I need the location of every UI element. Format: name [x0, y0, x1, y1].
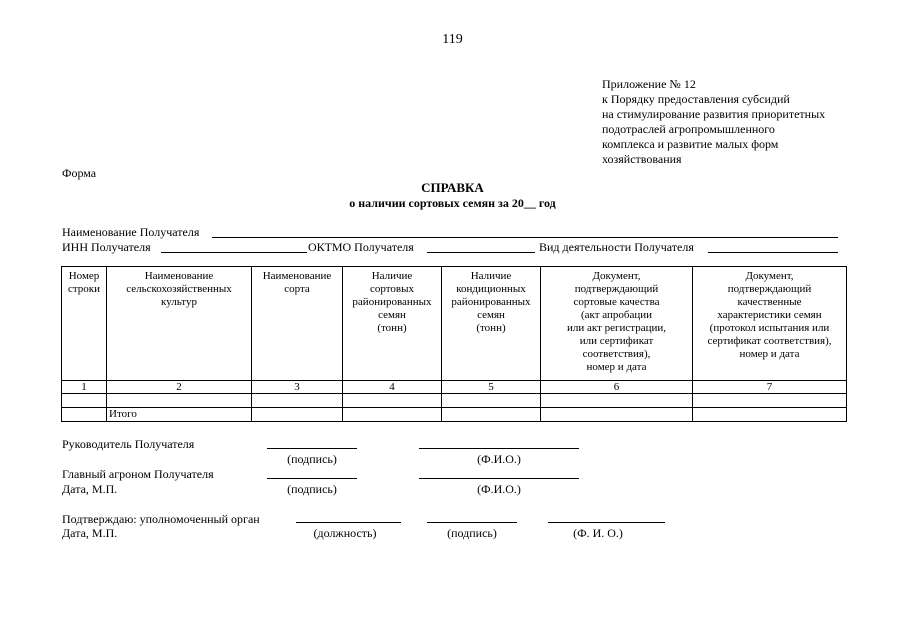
table-cell[interactable]: [693, 408, 847, 422]
header-cell: [343, 267, 442, 381]
date-mp-label: Дата, М.П.: [62, 526, 118, 540]
header-line: сортовые качества: [573, 296, 660, 308]
column-number-cell: 6: [541, 381, 693, 394]
header-line: сортовых: [370, 283, 414, 295]
header-line: сорта: [284, 283, 310, 295]
table-cell[interactable]: [541, 394, 693, 408]
authority-signature-field[interactable]: [427, 522, 517, 523]
column-number-cell: 5: [442, 381, 541, 394]
header-line: Документ,: [592, 270, 641, 282]
appendix-line: комплекса и развитие малых форм: [602, 137, 779, 151]
header-line: семян: [477, 309, 505, 321]
header-line: кондиционных: [456, 283, 526, 295]
header-line: культур: [161, 296, 197, 308]
header-line: или сертификат: [579, 335, 654, 347]
confirm-label: Подтверждаю: уполномоченный орган: [62, 512, 260, 526]
head-fio-field[interactable]: [419, 448, 579, 449]
recipient-name-label: Наименование Получателя: [62, 225, 200, 239]
table-cell[interactable]: [343, 394, 442, 408]
signature-caption: (подпись): [447, 526, 497, 540]
table-row: [62, 394, 847, 408]
table-cell[interactable]: [252, 408, 343, 422]
table-cell[interactable]: [343, 408, 442, 422]
header-line: районированных: [451, 296, 531, 308]
header-line: (тонн): [476, 322, 506, 334]
table-cell[interactable]: [693, 394, 847, 408]
position-field[interactable]: [296, 522, 401, 523]
document-title: СПРАВКА: [421, 180, 484, 195]
signature-caption: (подпись): [287, 482, 337, 496]
fio-caption: (Ф. И. О.): [573, 526, 623, 540]
column-number-cell: 1: [62, 381, 107, 394]
header-line: подтверждающий: [727, 283, 812, 295]
column-number-cell: 4: [343, 381, 442, 394]
table-cell[interactable]: [62, 408, 107, 422]
appendix-line: хозяйствования: [602, 152, 682, 166]
header-line: подтверждающий: [574, 283, 659, 295]
fio-caption: (Ф.И.О.): [477, 482, 521, 496]
table-cell[interactable]: [62, 394, 107, 408]
oktmo-field[interactable]: [427, 252, 535, 253]
header-cell: [442, 267, 541, 381]
page-number: 119: [442, 32, 463, 47]
header-cell: [107, 267, 252, 381]
column-number-cell: 7: [693, 381, 847, 394]
table-cell[interactable]: [442, 408, 541, 422]
inn-label: ИНН Получателя: [62, 240, 151, 254]
agronomist-signature-field[interactable]: [267, 478, 357, 479]
table-cell[interactable]: [541, 408, 693, 422]
oktmo-label: ОКТМО Получателя: [308, 240, 414, 254]
head-signature-field[interactable]: [267, 448, 357, 449]
column-number-cell: 2: [107, 381, 252, 394]
header-line: соответствия),: [582, 348, 651, 360]
activity-label: Вид деятельности Получателя: [539, 240, 694, 254]
header-cell: [541, 267, 693, 381]
head-label: Руководитель Получателя: [62, 437, 195, 451]
appendix-note: [602, 77, 825, 167]
agronomist-label: Главный агроном Получателя: [62, 467, 214, 481]
header-line: (тонн): [377, 322, 407, 334]
table-cell[interactable]: [252, 394, 343, 408]
header-line: номер и дата: [586, 361, 647, 373]
header-line: Наименование: [262, 270, 332, 282]
header-cell: [62, 267, 107, 381]
total-row: [62, 408, 847, 422]
header-line: сельскохозяйственных: [126, 283, 232, 295]
table-header-row: [62, 267, 847, 381]
form-label: Форма: [62, 166, 97, 180]
activity-field[interactable]: [708, 252, 838, 253]
table-cell[interactable]: [107, 394, 252, 408]
recipient-name-field[interactable]: [212, 237, 838, 238]
table-cell[interactable]: [442, 394, 541, 408]
header-line: Наименование: [144, 270, 214, 282]
agronomist-fio-field[interactable]: [419, 478, 579, 479]
header-line: или акт регистрации,: [566, 322, 667, 334]
header-cell: [693, 267, 847, 381]
header-line: (акт апробации: [580, 309, 653, 321]
appendix-line: на стимулирование развития приоритетных: [602, 107, 826, 121]
signature-caption: (подпись): [287, 452, 337, 466]
column-number-row: [62, 381, 847, 394]
header-line: характеристики семян: [717, 309, 822, 321]
header-line: Наличие: [470, 270, 512, 282]
seeds-table: [61, 266, 847, 422]
header-line: семян: [378, 309, 406, 321]
appendix-line: Приложение № 12: [602, 77, 696, 91]
header-line: строки: [67, 283, 101, 295]
header-line: качественные: [737, 296, 802, 308]
fio-caption: (Ф.И.О.): [477, 452, 521, 466]
header-line: номер и дата: [739, 348, 800, 360]
header-line: Документ,: [745, 270, 794, 282]
header-line: (протокол испытания или: [709, 322, 830, 334]
appendix-line: к Порядку предоставления субсидий: [602, 92, 790, 106]
header-line: Наличие: [371, 270, 413, 282]
date-mp-label: Дата, М.П.: [62, 482, 118, 496]
document-subtitle: о наличии сортовых семян за 20__ год: [349, 196, 556, 210]
inn-field[interactable]: [161, 252, 307, 253]
header-cell: [252, 267, 343, 381]
appendix-line: подотраслей агропромышленного: [602, 122, 775, 136]
total-label: Итого: [107, 408, 252, 422]
header-line: сертификат соответствия),: [707, 335, 832, 347]
position-caption: (должность): [313, 526, 377, 540]
authority-fio-field[interactable]: [548, 522, 665, 523]
header-line: Номер: [68, 270, 100, 282]
column-number-cell: 3: [252, 381, 343, 394]
header-line: районированных: [352, 296, 432, 308]
